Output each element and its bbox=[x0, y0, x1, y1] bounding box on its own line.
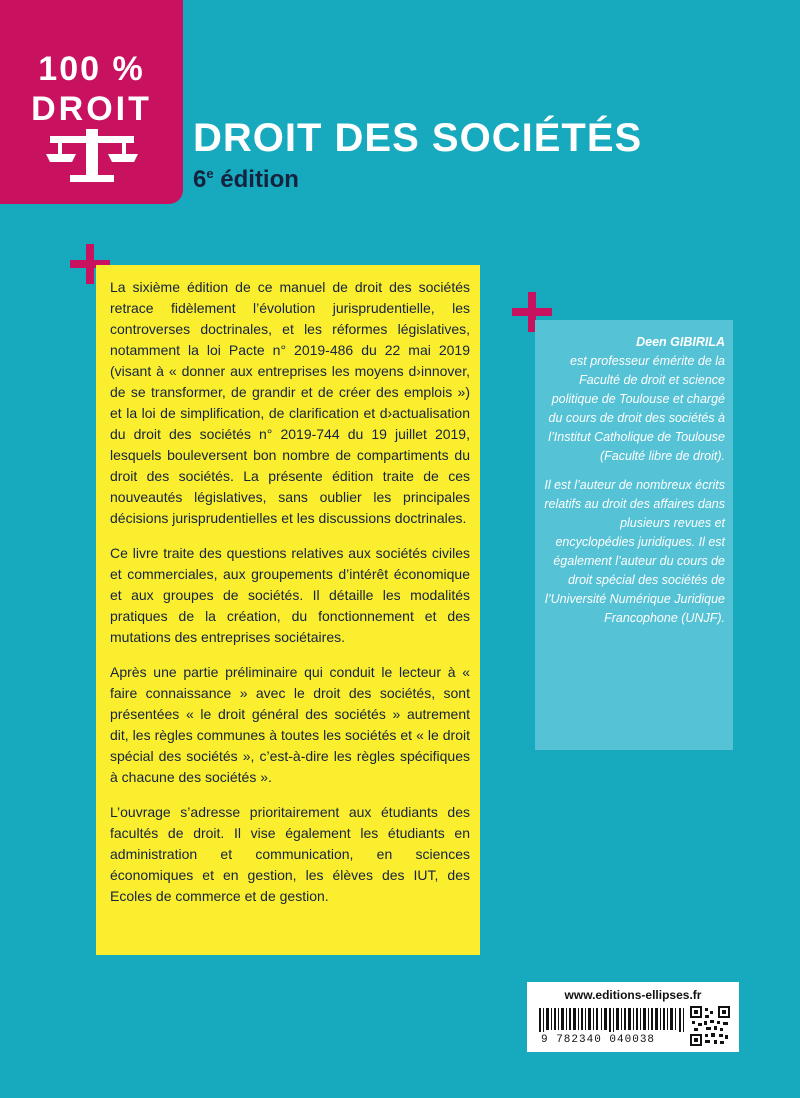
edition-label: 6e édition bbox=[193, 166, 299, 193]
scales-icon bbox=[46, 126, 138, 186]
summary-paragraph: Après une partie préliminaire qui conduit le lecteur à « faire connaissance » avec le droit des sociétés, sont présentées « le droit général des sociétés » autrement dit, les règles communes à toutes les sociétés et « le droit spécial des sociétés », c’est-à-dire les règles spécifiques à chacune des sociétés ». bbox=[110, 664, 470, 785]
summary-panel bbox=[96, 265, 480, 955]
publisher-url: www.editions-ellipses.fr bbox=[564, 988, 702, 1002]
author-name: Deen GIBIRILA bbox=[636, 335, 725, 349]
isbn-number: 9 782340 040038 bbox=[541, 1034, 656, 1046]
author-bio: Il est l’auteur de nombreux écrits relatifs au droit des affaires dans plusieurs revues et encyclopédies juridiques. Il est également l’auteur du cours de droit spécial des sociétés de l’Université Numérique Juridique Francophone (UNJF). bbox=[544, 478, 725, 625]
summary-paragraph: L’ouvrage s’adresse prioritairement aux étudiants des facultés de droit. Il vise également les étudiants en administration et communication, en sciences économiques et en gestion, les élèves des IUT, des Ecoles de commerce et de gestion. bbox=[110, 804, 470, 904]
badge-word: DROIT bbox=[31, 90, 152, 128]
barcode-icon bbox=[539, 1008, 685, 1032]
author-panel bbox=[535, 320, 733, 750]
book-title: DROIT DES SOCIÉTÉS bbox=[193, 116, 643, 160]
qr-code-icon bbox=[690, 1006, 730, 1046]
summary-paragraph: Ce livre traite des questions relatives aux sociétés civiles et commerciales, aux groupements d’intérêt économique et aux groupes de sociétés. Il détaille les modalités pratiques de la création, du fonctionnement et des mutations des entreprises sociétaires. bbox=[110, 545, 470, 645]
barcode-box bbox=[527, 982, 739, 1052]
badge-percent: 100 % bbox=[38, 50, 145, 88]
collection-badge bbox=[0, 0, 183, 204]
author-bio: est professeur émérite de la Faculté de droit et science politique de Toulouse et chargé du cours de droit des sociétés à l’Institut Catholique de Toulouse (Faculté libre de droit). bbox=[548, 354, 725, 463]
summary-paragraph: La sixième édition de ce manuel de droit des sociétés retrace fidèlement l’évolution jurisprudentielle, les controverses doctrinales, et les réformes législatives, notamment la loi Pacte n° 2019-486 du 22 mai 2019 (visant à « donner aux entreprises les moyens d›innover, de se transformer, de grandir et de créer des emplois ») et la loi de simplification, de clarification et d›actualisation du droit des sociétés n° 2019-744 du 19 juillet 2019, lesquels bouleversent bon nombre de compartiments du droit des sociétés. La présente édition traite de ces nouveautés législatives, sans oublier les principales décisions jurisprudentielles et les discussions doctrinales. bbox=[110, 279, 470, 526]
